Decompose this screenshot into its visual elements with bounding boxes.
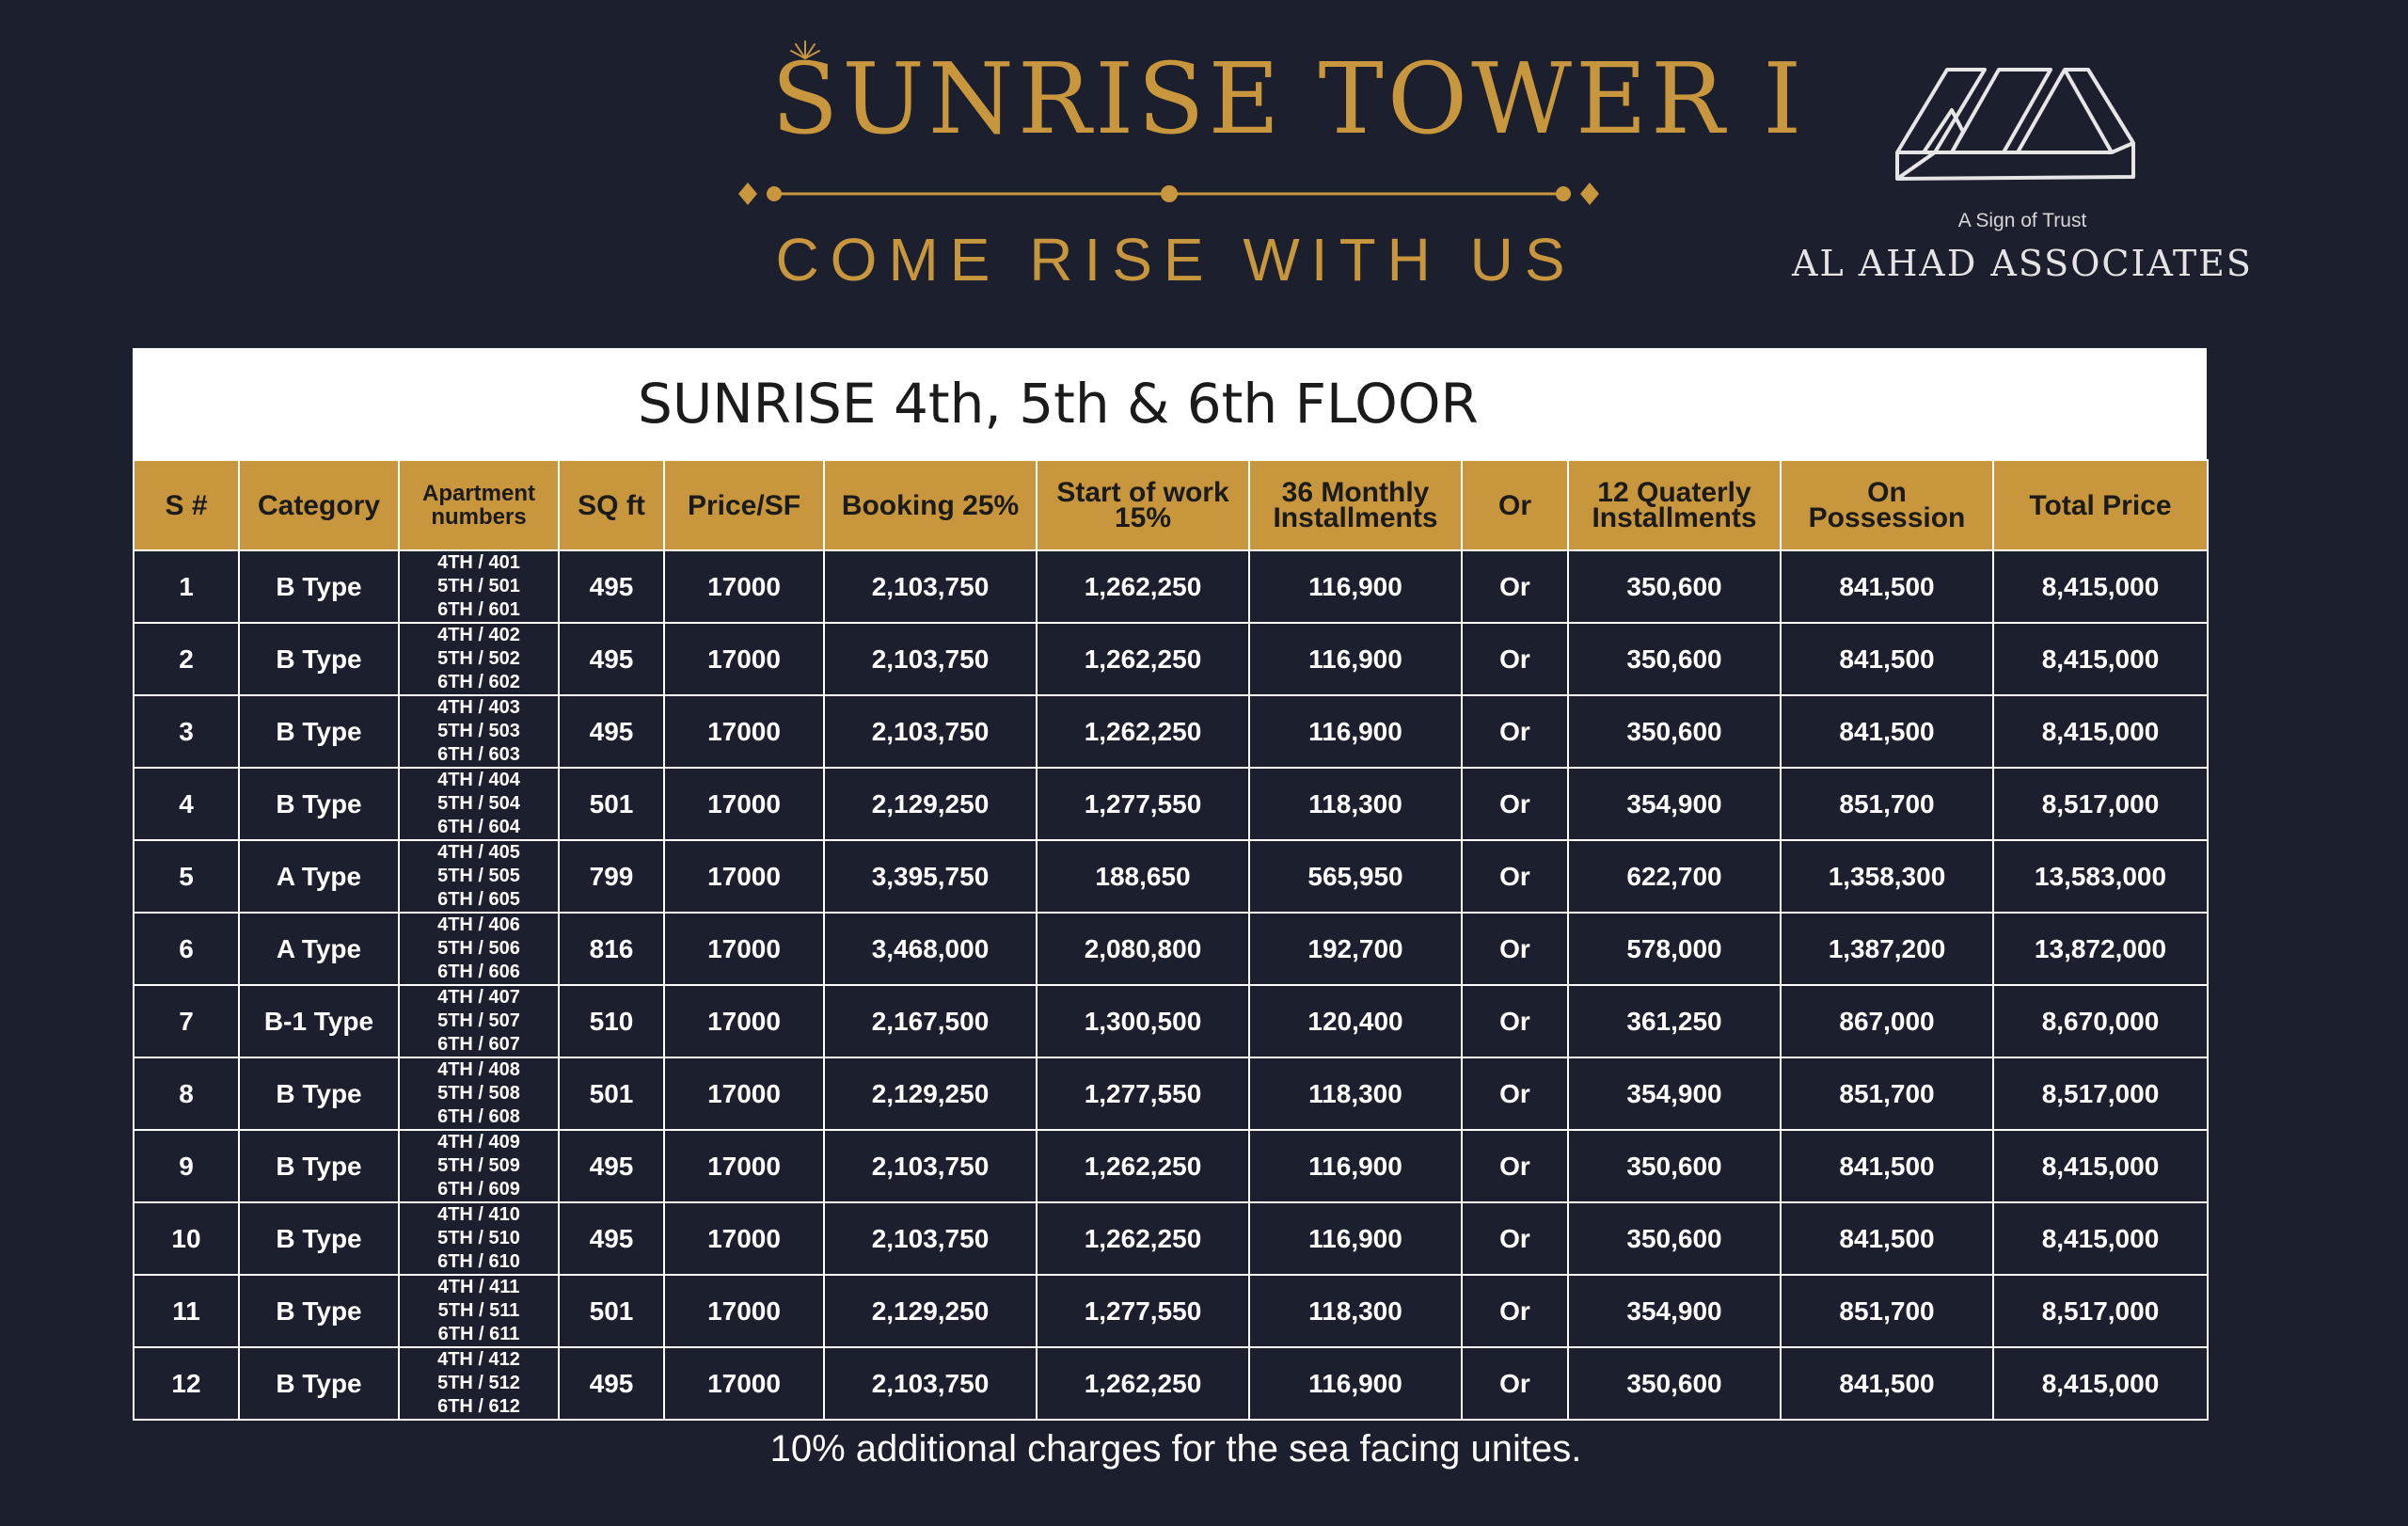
quarterly-installment-cell: 350,600 (1568, 1347, 1781, 1420)
apartment-number: 5TH / 511 (437, 1300, 520, 1321)
apartment-number: 6TH / 611 (437, 1324, 520, 1344)
price-sf-cell: 17000 (664, 768, 824, 840)
serial-number-cell: 9 (134, 1130, 239, 1202)
sheet-title: SUNRISE 4th, 5th & 6th FLOOR (133, 348, 2207, 459)
booking-cell: 2,129,250 (824, 768, 1037, 840)
booking-cell: 2,103,750 (824, 550, 1037, 623)
apartment-numbers-cell (399, 623, 559, 695)
price-sf-cell: 17000 (664, 985, 824, 1057)
apartment-numbers-cell (399, 1202, 559, 1275)
sqft-cell: 799 (559, 840, 664, 913)
booking-cell: 2,129,250 (824, 1057, 1037, 1130)
sqft-cell: 495 (559, 1347, 664, 1420)
column-header: On Possession (1781, 460, 1993, 550)
category-cell: B Type (239, 1057, 399, 1130)
monthly-installment-cell: 120,400 (1249, 985, 1462, 1057)
or-cell: Or (1462, 623, 1568, 695)
category-cell: B Type (239, 768, 399, 840)
or-cell: Or (1462, 550, 1568, 623)
apartment-number: 6TH / 601 (437, 599, 520, 620)
on-possession-cell: 841,500 (1781, 1202, 1993, 1275)
monthly-installment-cell: 118,300 (1249, 1057, 1462, 1130)
category-cell: B Type (239, 623, 399, 695)
on-possession-cell: 851,700 (1781, 768, 1993, 840)
category-cell: B-1 Type (239, 985, 399, 1057)
apartment-number: 5TH / 502 (437, 648, 520, 669)
apartment-number: 6TH / 607 (437, 1034, 520, 1055)
column-header: Price/SF (664, 460, 824, 550)
serial-number-cell: 3 (134, 695, 239, 768)
column-header: Category (239, 460, 399, 550)
quarterly-installment-cell: 354,900 (1568, 768, 1781, 840)
apartment-numbers-cell (399, 985, 559, 1057)
start-of-work-cell: 1,300,500 (1037, 985, 1249, 1057)
apartment-numbers-cell (399, 1275, 559, 1347)
ornament-divider-icon (738, 175, 1599, 213)
apartment-number: 6TH / 612 (437, 1396, 520, 1417)
apartment-number: 6TH / 610 (437, 1251, 520, 1272)
price-sf-cell: 17000 (664, 913, 824, 985)
booking-cell: 2,103,750 (824, 695, 1037, 768)
serial-number-cell: 12 (134, 1347, 239, 1420)
apartment-number: 5TH / 505 (437, 866, 520, 886)
apartment-number: 4TH / 412 (437, 1349, 520, 1370)
on-possession-cell: 851,700 (1781, 1057, 1993, 1130)
table-header-row (134, 460, 2208, 550)
category-cell: B Type (239, 1130, 399, 1202)
monthly-installment-cell: 565,950 (1249, 840, 1462, 913)
price-sf-cell: 17000 (664, 1202, 824, 1275)
serial-number-cell: 11 (134, 1275, 239, 1347)
apartment-number: 4TH / 410 (437, 1204, 520, 1225)
total-price-cell: 8,517,000 (1993, 1057, 2208, 1130)
apartment-number: 6TH / 606 (437, 962, 520, 982)
category-cell: B Type (239, 695, 399, 768)
quarterly-installment-cell: 354,900 (1568, 1275, 1781, 1347)
apartment-numbers-cell (399, 550, 559, 623)
table-row (134, 550, 2208, 623)
monthly-installment-cell: 116,900 (1249, 550, 1462, 623)
quarterly-installment-cell: 350,600 (1568, 550, 1781, 623)
start-of-work-cell: 1,262,250 (1037, 1130, 1249, 1202)
al-ahad-logo-icon (1895, 58, 2135, 199)
apartment-number: 6TH / 603 (437, 744, 520, 765)
serial-number-cell: 5 (134, 840, 239, 913)
apartment-number: 4TH / 402 (437, 625, 520, 645)
sqft-cell: 510 (559, 985, 664, 1057)
sqft-cell: 501 (559, 768, 664, 840)
start-of-work-cell: 188,650 (1037, 840, 1249, 913)
column-header: Apartment numbers (399, 460, 559, 550)
apartment-number: 4TH / 403 (437, 697, 520, 718)
apartment-numbers-cell (399, 840, 559, 913)
sqft-cell: 495 (559, 623, 664, 695)
footer-note: 10% additional charges for the sea facing unites. (769, 1428, 1582, 1470)
total-price-cell: 13,872,000 (1993, 913, 2208, 985)
price-table (133, 459, 2209, 1421)
sqft-cell: 495 (559, 1202, 664, 1275)
on-possession-cell: 1,387,200 (1781, 913, 1993, 985)
start-of-work-cell: 1,262,250 (1037, 1347, 1249, 1420)
or-cell: Or (1462, 913, 1568, 985)
on-possession-cell: 851,700 (1781, 1275, 1993, 1347)
price-sf-cell: 17000 (664, 1275, 824, 1347)
apartment-number: 4TH / 405 (437, 842, 520, 863)
booking-cell: 3,395,750 (824, 840, 1037, 913)
sqft-cell: 501 (559, 1275, 664, 1347)
table-row (134, 1057, 2208, 1130)
on-possession-cell: 841,500 (1781, 695, 1993, 768)
table-body (134, 550, 2208, 1420)
table-row (134, 985, 2208, 1057)
quarterly-installment-cell: 622,700 (1568, 840, 1781, 913)
monthly-installment-cell: 192,700 (1249, 913, 1462, 985)
project-title: SUNRISE TOWER I (771, 41, 1806, 156)
apartment-numbers-cell (399, 695, 559, 768)
sqft-cell: 495 (559, 695, 664, 768)
monthly-installment-cell: 116,900 (1249, 1202, 1462, 1275)
start-of-work-cell: 1,277,550 (1037, 1275, 1249, 1347)
apartment-number: 4TH / 404 (437, 770, 520, 790)
apartment-number: 4TH / 409 (437, 1132, 520, 1152)
serial-number-cell: 8 (134, 1057, 239, 1130)
monthly-installment-cell: 118,300 (1249, 768, 1462, 840)
or-cell: Or (1462, 1202, 1568, 1275)
apartment-number: 5TH / 510 (437, 1228, 520, 1248)
on-possession-cell: 841,500 (1781, 1347, 1993, 1420)
apartment-number: 5TH / 508 (437, 1083, 520, 1104)
column-header: Start of work 15% (1037, 460, 1249, 550)
category-cell: B Type (239, 1275, 399, 1347)
column-header: S # (134, 460, 239, 550)
quarterly-installment-cell: 361,250 (1568, 985, 1781, 1057)
booking-cell: 2,103,750 (824, 1202, 1037, 1275)
booking-cell: 3,468,000 (824, 913, 1037, 985)
apartment-number: 5TH / 504 (437, 793, 520, 814)
table-row (134, 840, 2208, 913)
column-header: 36 Monthly Installments (1249, 460, 1462, 550)
apartment-number: 5TH / 512 (437, 1373, 520, 1393)
sqft-cell: 501 (559, 1057, 664, 1130)
category-cell: A Type (239, 840, 399, 913)
price-sf-cell: 17000 (664, 1057, 824, 1130)
total-price-cell: 8,670,000 (1993, 985, 2208, 1057)
quarterly-installment-cell: 354,900 (1568, 1057, 1781, 1130)
booking-cell: 2,103,750 (824, 623, 1037, 695)
on-possession-cell: 1,358,300 (1781, 840, 1993, 913)
category-cell: A Type (239, 913, 399, 985)
apartment-number: 4TH / 401 (437, 552, 520, 573)
start-of-work-cell: 1,262,250 (1037, 550, 1249, 623)
apartment-number: 6TH / 602 (437, 672, 520, 692)
column-header: Booking 25% (824, 460, 1037, 550)
start-of-work-cell: 1,277,550 (1037, 768, 1249, 840)
price-sf-cell: 17000 (664, 623, 824, 695)
sqft-cell: 495 (559, 1130, 664, 1202)
or-cell: Or (1462, 1275, 1568, 1347)
or-cell: Or (1462, 1347, 1568, 1420)
monthly-installment-cell: 116,900 (1249, 1347, 1462, 1420)
or-cell: Or (1462, 695, 1568, 768)
or-cell: Or (1462, 985, 1568, 1057)
total-price-cell: 8,415,000 (1993, 1202, 2208, 1275)
apartment-number: 6TH / 609 (437, 1179, 520, 1200)
sqft-cell: 495 (559, 550, 664, 623)
start-of-work-cell: 1,262,250 (1037, 695, 1249, 768)
price-sf-cell: 17000 (664, 1130, 824, 1202)
apartment-number: 6TH / 608 (437, 1106, 520, 1127)
or-cell: Or (1462, 768, 1568, 840)
total-price-cell: 8,415,000 (1993, 550, 2208, 623)
serial-number-cell: 6 (134, 913, 239, 985)
table-row (134, 913, 2208, 985)
or-cell: Or (1462, 840, 1568, 913)
on-possession-cell: 841,500 (1781, 1130, 1993, 1202)
or-cell: Or (1462, 1130, 1568, 1202)
column-header: SQ ft (559, 460, 664, 550)
table-row (134, 1347, 2208, 1420)
quarterly-installment-cell: 350,600 (1568, 623, 1781, 695)
apartment-number: 5TH / 503 (437, 721, 520, 741)
serial-number-cell: 7 (134, 985, 239, 1057)
apartment-number: 4TH / 406 (437, 914, 520, 935)
quarterly-installment-cell: 350,600 (1568, 1130, 1781, 1202)
start-of-work-cell: 1,262,250 (1037, 623, 1249, 695)
start-of-work-cell: 1,277,550 (1037, 1057, 1249, 1130)
booking-cell: 2,103,750 (824, 1130, 1037, 1202)
apartment-numbers-cell (399, 768, 559, 840)
start-of-work-cell: 1,262,250 (1037, 1202, 1249, 1275)
price-sheet (133, 348, 2207, 1421)
category-cell: B Type (239, 1202, 399, 1275)
apartment-number: 4TH / 407 (437, 987, 520, 1008)
apartment-numbers-cell (399, 913, 559, 985)
apartment-number: 4TH / 408 (437, 1059, 520, 1080)
apartment-number: 4TH / 411 (437, 1277, 520, 1297)
total-price-cell: 8,517,000 (1993, 1275, 2208, 1347)
total-price-cell: 8,415,000 (1993, 695, 2208, 768)
tagline: COME RISE WITH US (775, 226, 1576, 294)
total-price-cell: 8,415,000 (1993, 1130, 2208, 1202)
apartment-number: 5TH / 507 (437, 1010, 520, 1031)
apartment-number: 5TH / 509 (437, 1155, 520, 1176)
price-sf-cell: 17000 (664, 695, 824, 768)
total-price-cell: 8,415,000 (1993, 1347, 2208, 1420)
serial-number-cell: 4 (134, 768, 239, 840)
on-possession-cell: 841,500 (1781, 623, 1993, 695)
apartment-numbers-cell (399, 1130, 559, 1202)
on-possession-cell: 841,500 (1781, 550, 1993, 623)
total-price-cell: 13,583,000 (1993, 840, 2208, 913)
or-cell: Or (1462, 1057, 1568, 1130)
total-price-cell: 8,517,000 (1993, 768, 2208, 840)
table-row (134, 1130, 2208, 1202)
table-row (134, 1202, 2208, 1275)
price-sf-cell: 17000 (664, 1347, 824, 1420)
category-cell: B Type (239, 550, 399, 623)
monthly-installment-cell: 116,900 (1249, 695, 1462, 768)
apartment-number: 6TH / 604 (437, 817, 520, 837)
booking-cell: 2,103,750 (824, 1347, 1037, 1420)
column-header: Total Price (1993, 460, 2208, 550)
apartment-numbers-cell (399, 1057, 559, 1130)
apartment-number: 5TH / 506 (437, 938, 520, 959)
table-row (134, 1275, 2208, 1347)
column-header: 12 Quaterly Installments (1568, 460, 1781, 550)
on-possession-cell: 867,000 (1781, 985, 1993, 1057)
price-sf-cell: 17000 (664, 840, 824, 913)
quarterly-installment-cell: 350,600 (1568, 695, 1781, 768)
table-row (134, 768, 2208, 840)
monthly-installment-cell: 116,900 (1249, 623, 1462, 695)
company-name: AL AHAD ASSOCIATES (1792, 243, 2253, 284)
category-cell: B Type (239, 1347, 399, 1420)
total-price-cell: 8,415,000 (1993, 623, 2208, 695)
quarterly-installment-cell: 578,000 (1568, 913, 1781, 985)
quarterly-installment-cell: 350,600 (1568, 1202, 1781, 1275)
apartment-numbers-cell (399, 1347, 559, 1420)
table-row (134, 623, 2208, 695)
serial-number-cell: 10 (134, 1202, 239, 1275)
column-header: Or (1462, 460, 1568, 550)
serial-number-cell: 1 (134, 550, 239, 623)
table-row (134, 695, 2208, 768)
apartment-number: 5TH / 501 (437, 576, 520, 596)
booking-cell: 2,129,250 (824, 1275, 1037, 1347)
serial-number-cell: 2 (134, 623, 239, 695)
sqft-cell: 816 (559, 913, 664, 985)
start-of-work-cell: 2,080,800 (1037, 913, 1249, 985)
booking-cell: 2,167,500 (824, 985, 1037, 1057)
apartment-number: 6TH / 605 (437, 889, 520, 910)
logo-slogan: A Sign of Trust (1957, 210, 2087, 231)
price-sf-cell: 17000 (664, 550, 824, 623)
monthly-installment-cell: 116,900 (1249, 1130, 1462, 1202)
monthly-installment-cell: 118,300 (1249, 1275, 1462, 1347)
